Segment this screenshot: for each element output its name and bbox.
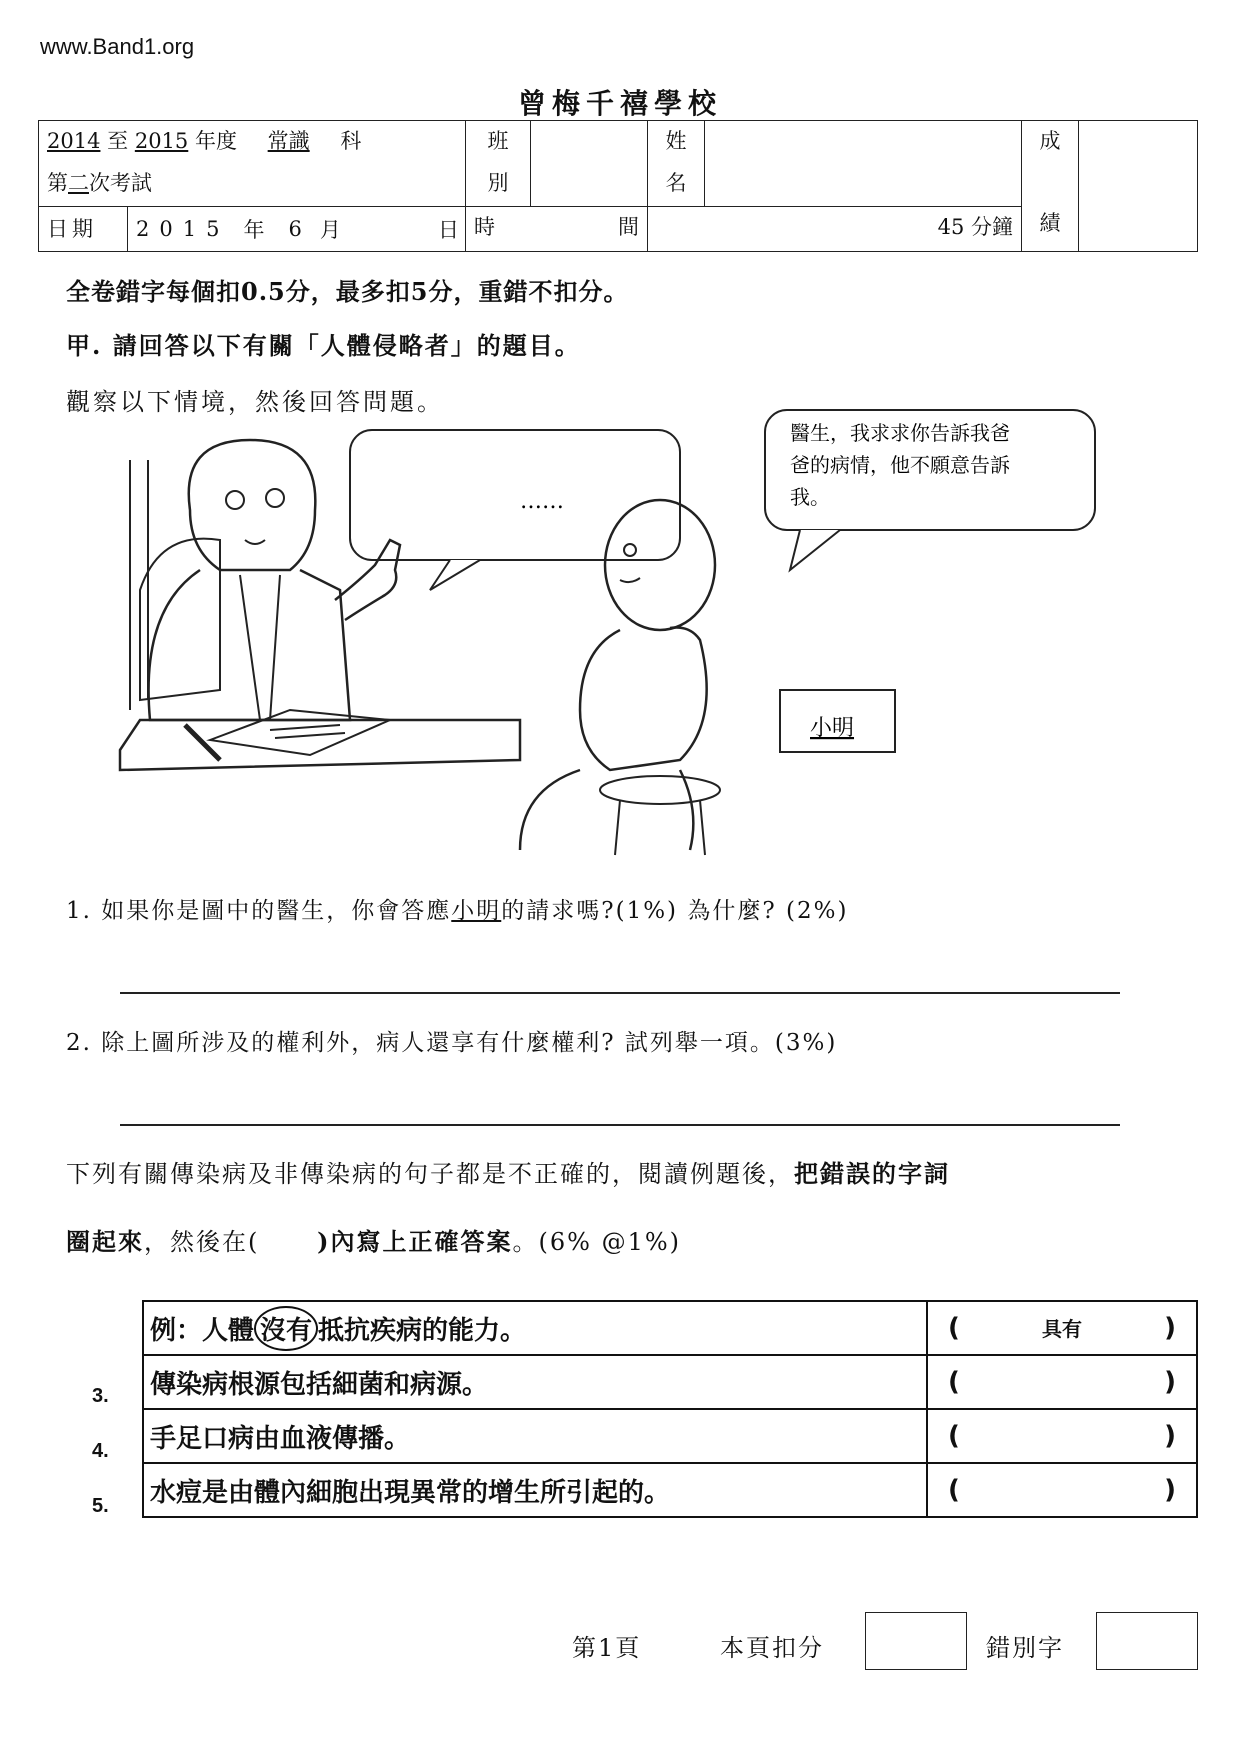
page-number: 第1頁 (572, 1634, 642, 1662)
question-2: 2. 除上圖所涉及的權利外，病人還享有什麼權利? 試列舉一項。(3%) (66, 1030, 838, 1056)
observe-instruction: 觀察以下情境，然後回答問題。 (66, 388, 444, 416)
time-label-2: 間 (618, 215, 639, 239)
sentence-cell (143, 1463, 927, 1517)
open-paren: ( (948, 1421, 960, 1451)
score-label-2: 績 (1039, 211, 1061, 235)
row-number-4: 4. (92, 1440, 109, 1462)
typo-box[interactable] (1096, 1612, 1198, 1670)
subject-suffix: 科 (340, 129, 362, 153)
name-label-1: 姓 (665, 129, 687, 153)
name-field[interactable] (705, 121, 1022, 207)
pen (185, 725, 220, 760)
instruction-2-bold-b: )內寫上正確答案 (317, 1227, 513, 1256)
class-field[interactable] (531, 121, 648, 207)
page-deduction-label: 本頁扣分 (720, 1634, 824, 1662)
score-label-cell (1022, 121, 1079, 252)
q1-text-post: 的請求嗎?(1%) 為什麼? (2%) (501, 898, 849, 924)
sentence-text: 手足口病由血液傳播。 (150, 1423, 411, 1454)
boy-bubble-line-3: 我。 (790, 487, 830, 509)
instruction-line-1 (66, 1154, 950, 1189)
q1-name: 小明 (451, 898, 502, 924)
school-name: 曾梅千禧學校 (517, 87, 722, 120)
row-number-3: 3. (92, 1385, 109, 1407)
exam-number: 二 (68, 171, 89, 195)
sentence-text: 水痘是由體內細胞出現異常的增生所引起的。 (150, 1477, 671, 1508)
name-label-2: 名 (665, 171, 687, 195)
answer-cell[interactable] (927, 1301, 1197, 1355)
date-month: 6 (288, 217, 302, 241)
date-label: 日期 (39, 207, 128, 251)
class-label-1: 班 (487, 129, 509, 153)
close-paren: ) (1164, 1475, 1176, 1505)
time-label-cell (466, 207, 648, 252)
date-month-unit: 月 (319, 218, 341, 242)
site-url: www.Band1.org (40, 34, 195, 59)
page-deduction-box[interactable] (865, 1612, 967, 1670)
boy-bubble-line-1: 醫生，我求求你告訴我爸 (790, 423, 1010, 445)
answer-cell[interactable] (927, 1355, 1197, 1409)
exam-suffix: 次考試 (89, 171, 152, 195)
instruction-line-2 (66, 1222, 681, 1257)
sentence-text: 傳染病根源包括細菌和病源。 (150, 1369, 489, 1400)
correction-table (142, 1300, 1198, 1518)
exam-header-table (38, 120, 1198, 252)
date-year: 2015 (136, 217, 230, 241)
date-day-unit: 日 (438, 218, 459, 242)
duration-cell (648, 207, 1022, 252)
doctor-scene-illustration (100, 390, 1160, 860)
typo-label: 錯別字 (986, 1634, 1064, 1662)
exam-prefix: 第 (47, 171, 68, 195)
doctor-figure (149, 440, 400, 720)
duration: 45 分鐘 (937, 215, 1013, 239)
answer-line-1[interactable] (120, 992, 1120, 994)
open-paren: ( (948, 1367, 960, 1397)
class-label-2: 別 (487, 171, 509, 195)
q1-text-pre: 1. 如果你是圖中的醫生，你會答應 (66, 898, 452, 924)
table-row (143, 1463, 1197, 1517)
row-number-5: 5. (92, 1495, 109, 1517)
paper-stack (210, 710, 390, 755)
year-to: 2015 (134, 129, 189, 153)
exam-info-cell (39, 121, 466, 207)
answer-line-2[interactable] (120, 1124, 1120, 1126)
year-suffix: 年度 (194, 129, 237, 153)
answer-cell[interactable] (927, 1463, 1197, 1517)
score-field[interactable] (1079, 121, 1198, 252)
desk (120, 720, 520, 770)
instruction-2-bold-a: 圈起來 (66, 1227, 144, 1256)
date-year-unit: 年 (243, 218, 265, 242)
instruction-1-normal: 下列有關傳染病及非傳染病的句子都是不正確的，閱讀例題後， (66, 1160, 794, 1188)
instruction-2-gap (259, 1228, 317, 1256)
table-row (143, 1355, 1197, 1409)
sentence-pre: 例：人體 (150, 1315, 255, 1346)
table-row (143, 1409, 1197, 1463)
boy-figure (520, 500, 720, 855)
time-label-1: 時 (474, 215, 495, 239)
doctor-speech-bubble (350, 430, 680, 560)
year-sep: 至 (107, 129, 129, 153)
sentence-cell (143, 1355, 927, 1409)
score-label-1: 成 (1039, 129, 1061, 153)
typo-deduction-note: 全卷錯字每個扣0.5分，最多扣5分，重錯不扣分。 (66, 277, 629, 306)
section-a-title: 甲. 請回答以下有關「人體侵略者」的題目。 (66, 331, 581, 360)
circled-word: 沒有 (254, 1306, 318, 1351)
open-paren: ( (948, 1313, 960, 1343)
boy-name: 小明 (810, 716, 855, 741)
close-paren: ) (1164, 1421, 1176, 1451)
close-paren: ) (1164, 1367, 1176, 1397)
answer-text: 具有 (1042, 1317, 1082, 1341)
instruction-2-normal-b: 。(6% @1%) (512, 1228, 682, 1256)
table-row (143, 1301, 1197, 1355)
instruction-1-bold: 把錯誤的字詞 (794, 1159, 950, 1188)
sentence-post: 抵抗疾病的能力。 (318, 1315, 527, 1346)
sentence-cell (143, 1409, 927, 1463)
date-cell (39, 207, 466, 252)
close-paren: ) (1164, 1313, 1176, 1343)
answer-cell[interactable] (927, 1409, 1197, 1463)
year-from: 2014 (47, 129, 101, 153)
open-paren: ( (948, 1475, 960, 1505)
boy-bubble-line-2: 爸的病情，他不願意告訴 (790, 455, 1010, 477)
doctor-bubble-text: …… (520, 489, 564, 514)
sentence-cell (143, 1301, 927, 1355)
subject: 常識 (267, 129, 310, 153)
instruction-2-normal-a: ，然後在( (144, 1228, 260, 1256)
class-label-cell (466, 121, 531, 207)
question-1 (66, 892, 848, 925)
name-label-cell (648, 121, 705, 207)
